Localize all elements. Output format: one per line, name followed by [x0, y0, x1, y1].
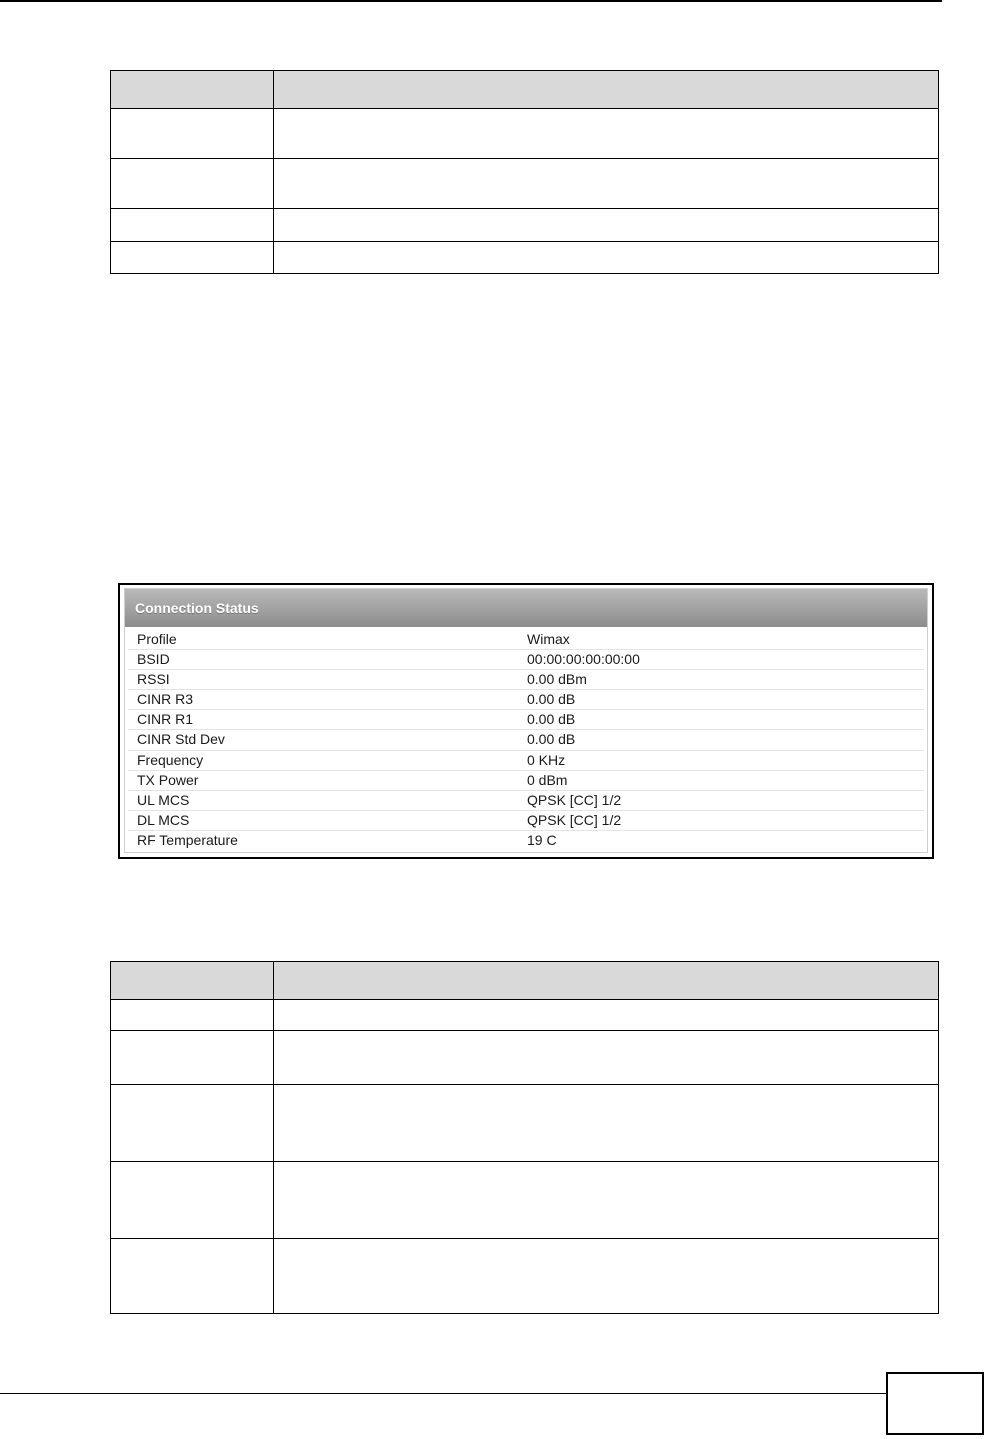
- status-row-bsid: [128, 650, 924, 670]
- table-row: [111, 1031, 939, 1085]
- status-label: RF Temperature: [137, 831, 238, 848]
- table-row: [111, 1162, 939, 1239]
- status-value: 0 dBm: [527, 771, 568, 788]
- status-row-tx-power: [128, 771, 924, 791]
- status-value: QPSK [CC] 1/2: [527, 791, 622, 808]
- status-value: 19 C: [527, 831, 557, 848]
- status-label: BSID: [137, 651, 170, 668]
- connection-status-screenshot: [118, 583, 934, 859]
- status-value: 0.00 dBm: [527, 671, 587, 688]
- status-row-frequency: [128, 751, 924, 771]
- status-value: 0 KHz: [527, 751, 566, 768]
- table-row: [111, 109, 939, 159]
- status-value: Wimax: [527, 631, 570, 647]
- status-value: 0.00 dB: [527, 691, 576, 708]
- table-row: [111, 1239, 939, 1314]
- status-value: 00:00:00:00:00:00: [527, 651, 640, 668]
- description-table-top: [110, 70, 939, 274]
- status-label: UL MCS: [137, 791, 190, 808]
- status-row-dl-mcs: [128, 811, 924, 831]
- table-row: [111, 1000, 939, 1031]
- footer-rule: [0, 1393, 886, 1394]
- table-row: [111, 159, 939, 209]
- status-label: DL MCS: [137, 811, 190, 828]
- status-value: 0.00 dB: [527, 731, 576, 748]
- status-list: [125, 627, 927, 850]
- table-header-row: [111, 962, 939, 1000]
- table-row: [111, 242, 939, 274]
- panel-title: Connection Status: [125, 589, 927, 627]
- status-label: RSSI: [137, 671, 170, 688]
- status-row-ul-mcs: [128, 791, 924, 811]
- connection-status-panel: [124, 588, 928, 853]
- description-table-bottom: [110, 961, 939, 1314]
- table-header-row: [111, 71, 939, 109]
- status-label: CINR R1: [137, 711, 194, 728]
- table-row: [111, 1085, 939, 1162]
- status-value: QPSK [CC] 1/2: [527, 811, 622, 828]
- status-label: Frequency: [137, 751, 204, 768]
- status-row-cinr-r1: [128, 710, 924, 730]
- status-row-rssi: [128, 670, 924, 690]
- status-label: TX Power: [137, 771, 199, 788]
- status-row-cinr-std-dev: [128, 730, 924, 750]
- page-number-box: [886, 1372, 984, 1435]
- table-row: [111, 209, 939, 242]
- status-row-rf-temperature: [128, 831, 924, 850]
- status-label: Profile: [137, 631, 177, 647]
- status-row-profile: [128, 630, 924, 650]
- status-label: CINR Std Dev: [137, 731, 225, 748]
- status-value: 0.00 dB: [527, 711, 576, 728]
- status-label: CINR R3: [137, 691, 194, 708]
- status-row-cinr-r3: [128, 690, 924, 710]
- top-rule: [0, 0, 942, 2]
